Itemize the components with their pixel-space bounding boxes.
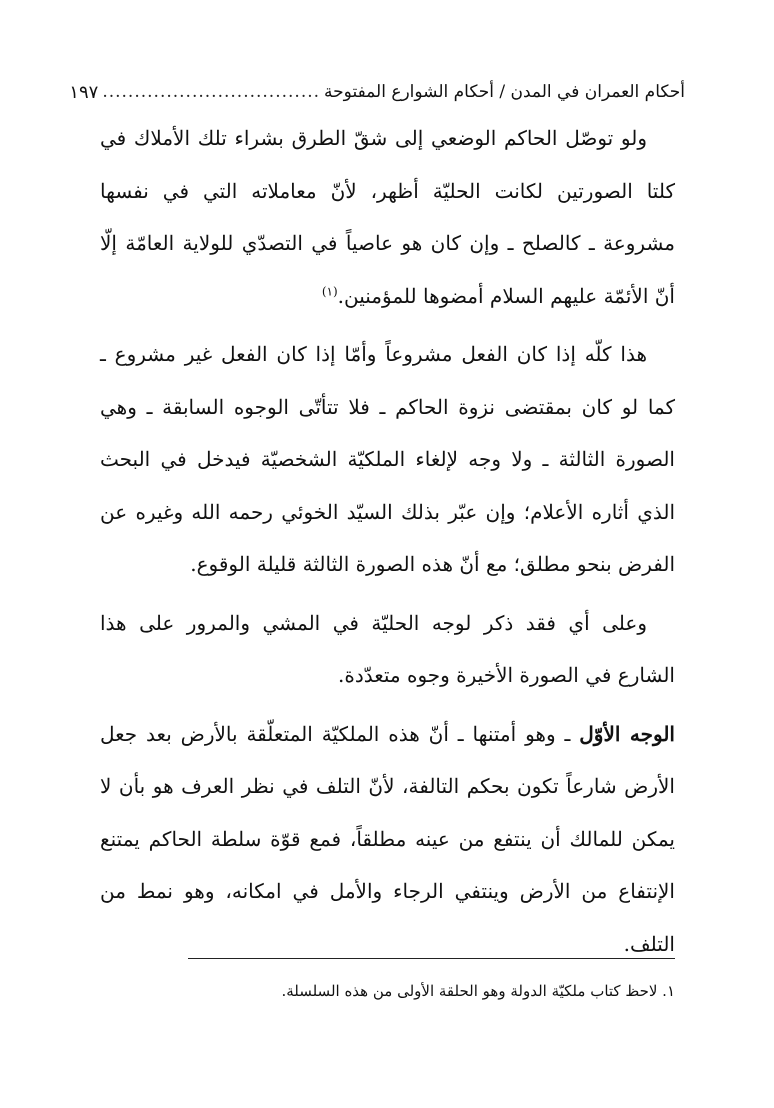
- footnote-text: ١. لاحظ كتاب ملكيّة الدولة وهو الحلقة الأولى من هذه السلسلة.: [281, 982, 675, 1000]
- page-number: ١٩٧: [69, 81, 99, 103]
- paragraph-4: [100, 708, 675, 971]
- running-header: [69, 80, 685, 104]
- paragraph-4-text: ـ وهو أمتنها ـ أنّ هذه الملكيّة المتعلّقة بالأرض بعد جعل الأرض شارعاً تكون بحكم التالفة، لأنّ التلف في نظر العرف هو بأن لا يمكن للمالك أن ينتفع من عينه مطلقاً، فمع قوّة سلطة الحاكم يمتنع الإنتفاع من الأرض وينتفي الرجاء والأمل في امكانه، وهو نمط من التلف.: [100, 721, 675, 956]
- header-dot-leader: ..................................: [102, 82, 321, 102]
- body-text: [100, 112, 675, 970]
- paragraph-3-text: وعلى أي فقد ذكر لوجه الحليّة في المشي والمرور على هذا الشارع في الصورة الأخيرة وجوه متعدّدة.: [100, 610, 675, 687]
- paragraph-3: [100, 597, 675, 702]
- footnote-reference: (١): [321, 283, 338, 298]
- paragraph-1-text: ولو توصّل الحاكم الوضعي إلى شقّ الطرق بشراء تلك الأملاك في كلتا الصورتين لكانت الحليّة أظهر، لأنّ معاملاته التي في نفسها مشروعة ـ كالصلح ـ وإن كان هو عاصياً في التصدّي للولاية العامّة إلّا أنّ الأئمّة عليهم السلام أمضوها للمؤمنين.: [100, 126, 675, 308]
- footnote-divider: [188, 958, 675, 959]
- footnote: [100, 978, 675, 1004]
- header-title: أحكام العمران في المدن / أحكام الشوارع المفتوحة: [324, 82, 685, 102]
- paragraph-1: [100, 112, 675, 322]
- paragraph-2-text: هذا كلّه إذا كان الفعل مشروعاً وأمّا إذا كان الفعل غير مشروع ـ كما لو كان بمقتضى نزوة الحاكم ـ فلا تتأتّى الوجوه السابقة ـ وهي الصورة الثالثة ـ ولا وجه لإلغاء الملكيّة الشخصيّة فيدخل في البحث الذي أثاره الأعلام؛ وإن عبّر بذلك السيّد الخوئي رحمه الله وغيره عن الفرض بنحو مطلق؛ مع أنّ هذه الصورة الثالثة قليلة الوقوع.: [100, 342, 675, 576]
- section-lead: الوجه الأوّل: [579, 721, 675, 746]
- paragraph-2: [100, 328, 675, 591]
